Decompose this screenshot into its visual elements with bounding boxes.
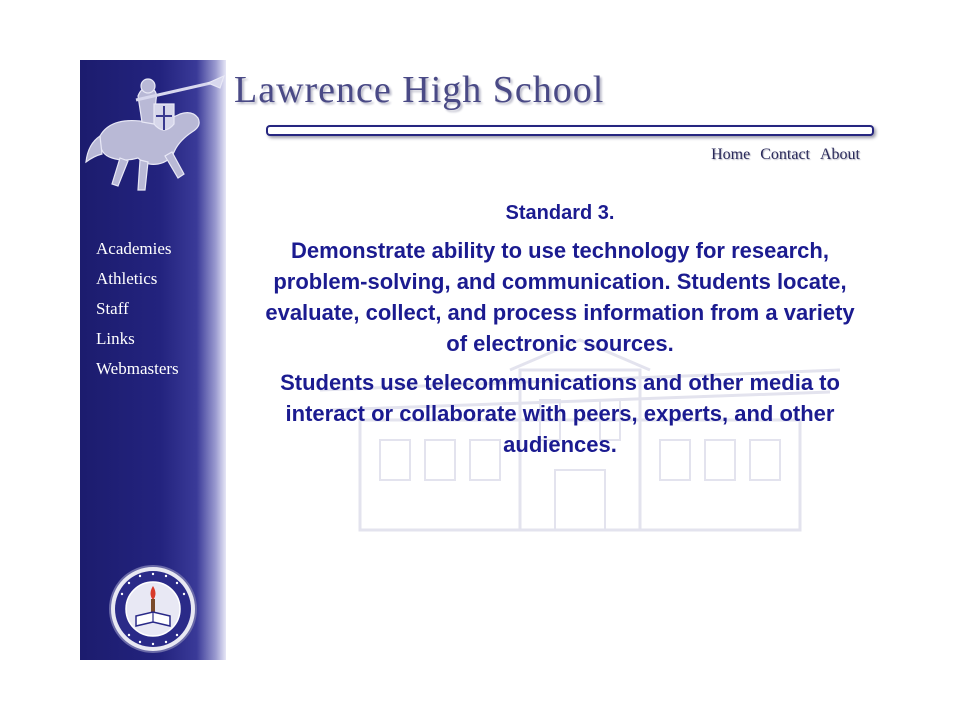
sidebar-item-academies[interactable]: Academies bbox=[96, 239, 172, 258]
top-nav-contact[interactable]: Contact bbox=[760, 146, 810, 163]
sidebar-item-athletics[interactable]: Athletics bbox=[96, 269, 158, 288]
sidebar-item-links[interactable]: Links bbox=[96, 329, 135, 348]
standard-paragraph-2: Students use telecommunications and other media to interact or collaborate with peers, experts, and other audiences. bbox=[280, 370, 840, 457]
top-nav bbox=[705, 146, 860, 164]
sidebar-item-staff[interactable]: Staff bbox=[96, 299, 129, 318]
sidebar-item-webmasters[interactable]: Webmasters bbox=[96, 359, 179, 378]
main-content bbox=[260, 198, 860, 468]
sidebar-nav bbox=[96, 234, 179, 384]
title-divider bbox=[266, 125, 874, 136]
standard-title: Standard 3. bbox=[505, 202, 615, 224]
top-nav-home[interactable]: Home bbox=[711, 146, 751, 163]
standard-paragraph-1: Demonstrate ability to use technology for research, problem-solving, and communication. Students locate, evaluate, collect, and process information from a variety of electronic sources. bbox=[265, 238, 855, 356]
sidebar bbox=[80, 60, 226, 660]
knight-on-horse-icon bbox=[80, 66, 226, 198]
site-title: Lawrence High School bbox=[234, 69, 605, 111]
district-seal-icon bbox=[108, 564, 198, 654]
top-nav-about[interactable]: About bbox=[820, 146, 860, 163]
